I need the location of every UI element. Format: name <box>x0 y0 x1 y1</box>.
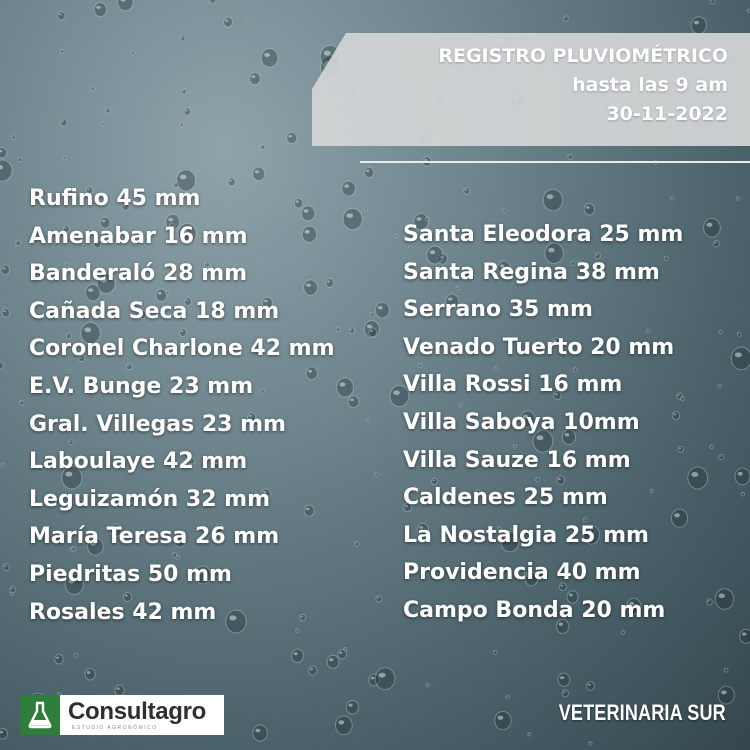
rainfall-list-left <box>29 180 335 631</box>
raindrop <box>710 445 713 449</box>
raindrop <box>118 0 133 11</box>
raindrop <box>180 123 183 127</box>
raindrop <box>735 468 750 485</box>
raindrop <box>719 454 724 459</box>
raindrop <box>10 592 13 595</box>
raindrop <box>337 378 354 397</box>
rainfall-item: Gral. Villegas 23 mm <box>29 411 286 437</box>
raindrop <box>724 668 728 672</box>
veterinaria-sur-brand: VETERINARIA SUR <box>558 700 726 725</box>
raindrop <box>101 122 104 125</box>
raindrop <box>713 240 719 247</box>
raindrop <box>707 599 713 605</box>
rainfall-item: Venado Tuerto 20 mm <box>403 334 675 360</box>
rainfall-item: Caldenes 25 mm <box>403 485 608 511</box>
raindrop <box>364 167 373 178</box>
logo-name: Consultagro <box>68 698 207 725</box>
raindrop <box>250 72 261 84</box>
raindrop <box>346 700 358 714</box>
raindrop <box>426 684 429 687</box>
raindrop <box>2 308 10 317</box>
raindrop <box>335 716 352 735</box>
raindrop <box>94 3 106 17</box>
raindrop <box>344 648 347 652</box>
raindrop <box>0 362 3 369</box>
raindrop <box>261 49 278 68</box>
raindrop <box>292 649 304 662</box>
raindrop <box>375 302 389 318</box>
raindrop <box>506 695 509 699</box>
raindrop <box>731 347 750 370</box>
header <box>438 42 728 129</box>
rainfall-item: E.V. Bunge 23 mm <box>29 373 254 399</box>
raindrop <box>180 36 185 41</box>
rainfall-item: Rufino 45 mm <box>29 186 201 211</box>
raindrop <box>131 51 134 55</box>
rainfall-item: Cañada Seca 18 mm <box>29 298 280 324</box>
header-subtitle: hasta las 9 am <box>572 74 728 96</box>
raindrop <box>621 631 624 635</box>
raindrop <box>348 396 359 408</box>
raindrop <box>91 86 94 90</box>
raindrop <box>587 682 595 691</box>
raindrop <box>55 654 64 664</box>
header-title: REGISTRO PLUVIOMÉTRICO <box>438 45 728 67</box>
raindrop <box>366 419 369 423</box>
rainfall-item: Santa Eleodora 25 mm <box>403 222 684 247</box>
raindrop <box>85 668 95 679</box>
rainfall-item: María Teresa 26 mm <box>29 524 280 550</box>
raindrop <box>719 330 722 334</box>
raindrop <box>336 327 340 331</box>
raindrop <box>671 197 674 200</box>
header-divider <box>360 161 750 163</box>
raindrop <box>253 167 265 181</box>
rainfall-item: Villa Saboya 10mm <box>403 409 640 435</box>
rainfall-item: Rosales 42 mm <box>29 599 217 625</box>
raindrop <box>718 384 721 387</box>
rainfall-item: Campo Bonda 20 mm <box>403 597 666 623</box>
raindrop <box>568 154 573 159</box>
raindrop <box>736 197 739 200</box>
raindrop <box>543 189 562 211</box>
rainfall-item: Villa Sauze 16 mm <box>403 447 631 473</box>
raindrop <box>253 725 267 741</box>
rainfall-list-right <box>403 216 683 630</box>
raindrop <box>246 19 249 22</box>
raindrop <box>691 17 706 34</box>
raindrop <box>495 711 511 729</box>
raindrop <box>584 204 594 216</box>
rainfall-item: Amenabar 16 mm <box>29 223 248 249</box>
raindrop <box>3 564 9 571</box>
raindrop <box>394 234 397 237</box>
raindrop <box>369 328 377 337</box>
raindrop <box>12 135 16 140</box>
rainfall-item: Coronel Charlone 42 mm <box>29 336 335 362</box>
raindrop <box>60 49 63 53</box>
raindrop <box>688 467 708 489</box>
rainfall-item: Banderaló 28 mm <box>29 261 248 287</box>
raindrop <box>327 655 339 668</box>
consultagro-logo <box>20 695 224 735</box>
raindrop <box>309 666 317 675</box>
raindrop <box>464 188 470 195</box>
header-date: 30-11-2022 <box>606 103 728 125</box>
raindrop <box>287 132 297 143</box>
raindrop <box>343 208 362 229</box>
raindrop <box>355 542 359 547</box>
raindrop <box>0 729 7 739</box>
raindrop <box>182 89 187 94</box>
raindrop <box>342 181 355 196</box>
raindrop <box>376 596 382 602</box>
rainfall-item: Villa Rossi 16 mm <box>403 372 623 398</box>
rainfall-item: Leguizamón 32 mm <box>29 486 271 512</box>
rainfall-item: Piedritas 50 mm <box>29 561 232 587</box>
raindrop <box>375 668 395 690</box>
rainfall-item: Providencia 40 mm <box>403 560 641 586</box>
raindrop <box>0 148 7 158</box>
raindrop <box>63 156 66 160</box>
raindrop <box>502 209 505 213</box>
raindrop <box>528 733 531 736</box>
raindrop <box>740 629 750 643</box>
raindrop <box>224 17 233 27</box>
rainfall-item: La Nostalgia 25 mm <box>403 522 649 548</box>
logo-tagline: ESTUDIO AGRONÓMICO <box>72 725 158 731</box>
raindrop <box>210 0 216 3</box>
raindrop <box>558 673 570 686</box>
rainfall-item: Santa Regina 38 mm <box>403 259 660 285</box>
raindrop <box>16 240 21 245</box>
raindrop <box>349 328 354 334</box>
raindrop <box>0 160 12 181</box>
raindrop <box>18 157 22 162</box>
raindrop <box>710 0 714 4</box>
raindrop <box>260 144 265 149</box>
raindrop <box>106 108 111 113</box>
raindrop <box>115 685 124 695</box>
raindrop <box>58 12 66 20</box>
raindrop <box>589 742 592 746</box>
raindrop <box>741 492 744 496</box>
rainfall-item: Laboulaye 42 mm <box>29 449 248 475</box>
raindrop <box>564 16 569 21</box>
flask-icon <box>20 695 60 735</box>
raindrop <box>704 218 721 237</box>
rainfall-item: Serrano 35 mm <box>403 297 593 323</box>
raindrop <box>1 463 4 466</box>
raindrop <box>20 400 24 405</box>
raindrop <box>364 208 367 211</box>
raindrop <box>737 332 741 336</box>
raindrop <box>184 108 191 115</box>
raindrop <box>60 119 67 126</box>
raindrop <box>74 653 78 657</box>
raindrop <box>370 313 374 317</box>
raindrop <box>562 690 568 697</box>
raindrop <box>493 650 497 654</box>
raindrop <box>715 589 733 610</box>
raindrop <box>1 265 10 275</box>
raindrop <box>374 473 377 477</box>
